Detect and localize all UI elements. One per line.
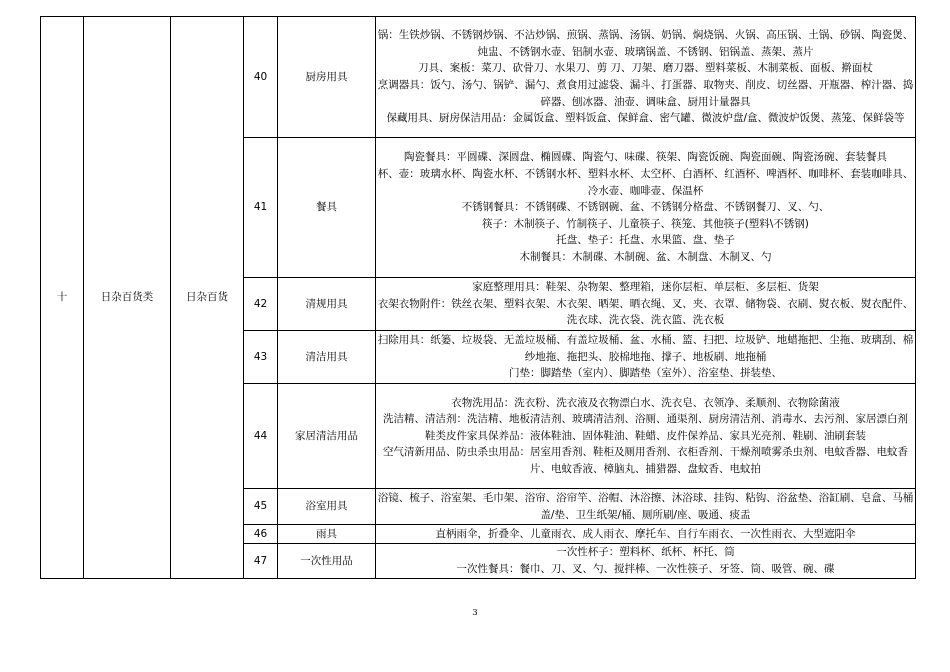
description-line: 一次性杯子：塑料杯、纸杯、杯托、筒 bbox=[556, 546, 735, 559]
description-line: 直柄雨伞，折叠伞、儿童雨衣、成人雨衣、摩托车、自行车雨衣、一次性雨衣、大型遮阳伞 bbox=[435, 527, 856, 540]
description-line: 托盘、垫子：托盘、水果篮、盘、垫子 bbox=[556, 234, 735, 247]
item-number: 40 bbox=[244, 17, 278, 138]
description-line: 衣架衣物附件：铁丝衣架、塑料衣架、木衣架、晒架、晒衣绳、叉、夹、衣罩、储物袋、衣刷、熨衣板、熨衣配件、洗衣球、洗衣袋、洗衣篮、洗衣板 bbox=[377, 297, 914, 327]
catalog-table bbox=[40, 16, 916, 579]
item-name: 家居清洁用品 bbox=[278, 384, 376, 489]
item-description bbox=[376, 384, 916, 489]
category-name: 日杂百货类 bbox=[84, 17, 171, 579]
item-name: 一次性用品 bbox=[278, 544, 376, 579]
description-line: 扫除用具：纸篓、垃圾袋、无盖垃圾桶、有盖垃圾桶、盆、水桶、篮、扫把、垃圾铲、地蜡拖把、尘拖、玻璃刮、棉纱地拖、拖把头、胶棉地拖、撑子、地板刷、地拖桶 bbox=[377, 334, 914, 363]
subcategory-name: 日杂百货 bbox=[171, 17, 244, 579]
description-line: 烹调器具：饭勺、汤勺、锅铲、漏勺、煮食用过滤袋、漏斗、打蛋器、取物夹、削皮、切丝器、开瓶器、榨汁器、捣碎器、刨冰器、油壶、调味盒、厨用计量器具 bbox=[377, 79, 914, 108]
item-description bbox=[376, 489, 916, 525]
item-description bbox=[376, 525, 916, 544]
description-line: 家庭整理用具：鞋架、杂物架、整理箱，迷你层柜、单层柜、多层柜、货架 bbox=[472, 281, 819, 294]
description-line: 筷子：木制筷子、竹制筷子、儿童筷子、筷笼、其他筷子(塑料\不锈钢) bbox=[482, 217, 809, 230]
item-name: 浴室用具 bbox=[278, 489, 376, 525]
item-number: 41 bbox=[244, 138, 278, 278]
item-number: 45 bbox=[244, 489, 278, 525]
description-line: 陶瓷餐具：平圆碟、深圆盘、椭圆碟、陶瓷勺、味碟、筷架、陶瓷饭碗、陶瓷面碗、陶瓷汤碗、套装餐具 bbox=[404, 151, 887, 164]
category-number: 十 bbox=[41, 17, 84, 579]
item-name: 清规用具 bbox=[278, 278, 376, 331]
item-description bbox=[376, 544, 916, 579]
description-line: 洗洁精、清洁剂：洗洁精、地板清洁剂、玻璃清洁剂、浴厕、通渠剂、厨房清洁剂、消毒水、去污剂、家居漂白剂 bbox=[383, 413, 908, 426]
item-number: 44 bbox=[244, 384, 278, 489]
description-line: 鞋类皮件家具保养品：液体鞋油、固体鞋油、鞋蜡、皮件保养品、家具光亮剂、鞋刷、油刷套装 bbox=[425, 429, 866, 442]
description-line: 木制餐具：木制碟、木制碗、盆、木制盘、木制叉、勺 bbox=[519, 250, 772, 263]
description-line: 浴镜、梳子、浴室架、毛巾架、浴帘、浴帘竿、浴帽、沐浴擦、沐浴球、挂钩、粘钩、浴盆垫、浴缸刷、皂盒、马桶盖/垫、卫生纸架/桶、厕所刷/座、吸通、痰盂 bbox=[377, 491, 914, 521]
description-line: 刀具、案板：菜刀、砍骨刀、水果刀、剪 刀、刀架、磨刀器、塑料菜板、木制菜板、面板、擀面杖 bbox=[418, 62, 873, 75]
item-description bbox=[376, 331, 916, 384]
item-description bbox=[376, 138, 916, 278]
description-line: 不锈钢餐具：不锈钢碟、不锈钢碗、盆、不锈钢分格盘、不锈钢餐刀、叉、勺、 bbox=[461, 201, 830, 214]
item-number: 42 bbox=[244, 278, 278, 331]
item-name: 厨房用具 bbox=[278, 17, 376, 138]
description-line: 衣物洗用品：洗衣粉、洗衣液及衣物漂白水、洗衣皂、衣领净、柔顺剂、衣物除菌液 bbox=[451, 396, 840, 409]
description-line: 门垫：脚踏垫（室内）、脚踏垫（室外）、浴室垫、拼装垫、 bbox=[509, 367, 782, 380]
item-description bbox=[376, 17, 916, 138]
description-line: 锅：生铁炒锅、不锈钢炒锅、不沾炒锅、煎锅、蒸锅、汤锅、奶锅、焖烧锅、火锅、高压锅、土锅、砂锅、陶瓷煲、炖盅、不锈钢水壶、铝制水壶、玻璃锅盖、不锈钢、铝锅盖、蒸架、蒸片 bbox=[377, 29, 914, 58]
table-row bbox=[41, 17, 916, 138]
item-number: 46 bbox=[244, 525, 278, 544]
item-description bbox=[376, 278, 916, 331]
description-line: 杯、壶：玻璃水杯、陶瓷水杯、不锈钢水杯、塑料水杯、太空杯、白酒杯、红酒杯、啤酒杯、咖啡杯、套装咖啡具、冷水壶、咖啡壶、保温杯 bbox=[377, 168, 914, 197]
item-name: 雨具 bbox=[278, 525, 376, 544]
description-line: 一次性餐具：餐巾、刀、叉、勺、搅拌棒、一次性筷子、牙签、筒、吸管、碗、碟 bbox=[456, 563, 835, 575]
page-number: 3 bbox=[472, 608, 478, 618]
description-line: 保藏用具、厨房保洁用品：金属饭盒、塑料饭盒、保鲜盒、密气罐、微波炉盘/盒、微波炉饭煲、蒸笼、保鲜袋等 bbox=[386, 112, 905, 125]
catalog-table-body bbox=[41, 17, 916, 579]
item-number: 47 bbox=[244, 544, 278, 579]
item-name: 餐具 bbox=[278, 138, 376, 278]
item-number: 43 bbox=[244, 331, 278, 384]
item-name: 清洁用具 bbox=[278, 331, 376, 384]
description-line: 空气清新用品、防虫杀虫用品：居室用香剂、鞋柜及厕用香剂、衣柜香剂、干燥剂喷雾杀虫剂、电蚊香器、电蚊香片、电蚊香液、樟脑丸、捕猎器、盘蚊香、电蚊拍 bbox=[383, 446, 908, 475]
